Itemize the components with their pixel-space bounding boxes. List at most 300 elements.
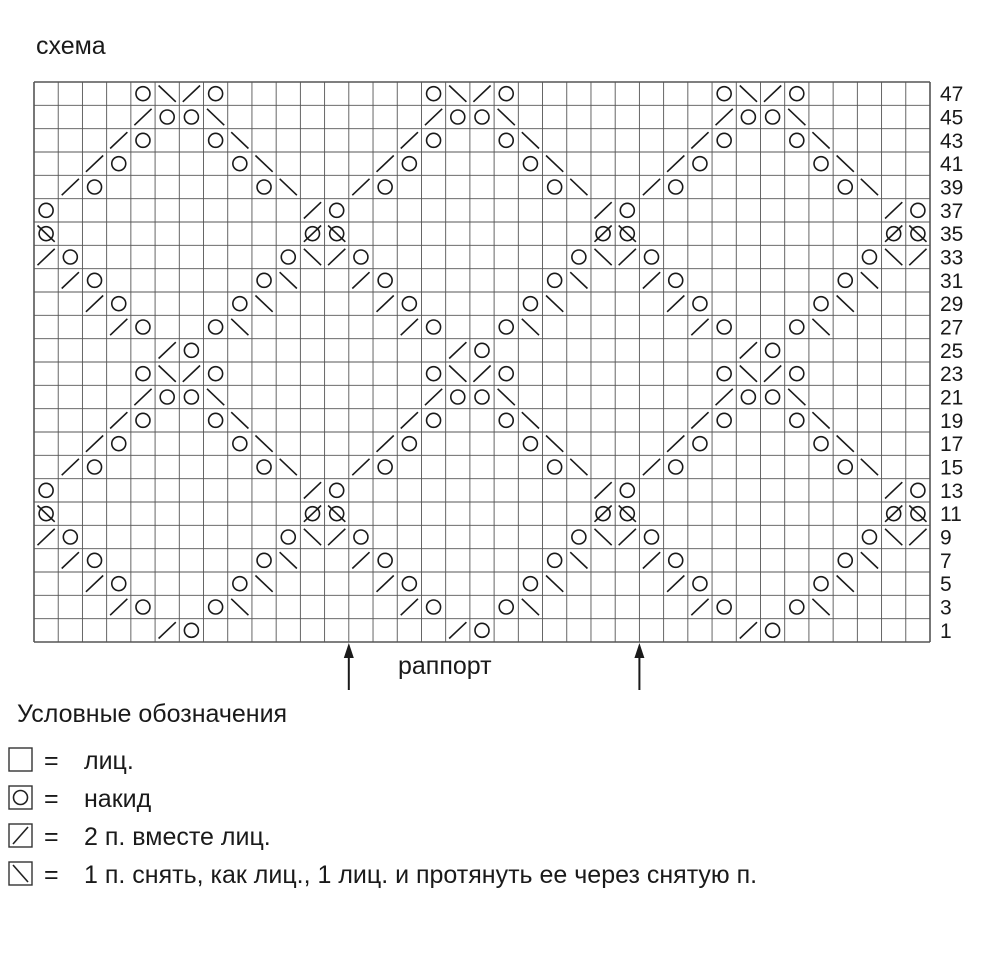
ssk-symbol — [255, 296, 272, 312]
row-number: 17 — [940, 433, 964, 457]
yarn-over-symbol — [790, 133, 804, 147]
yarn-over-symbol — [838, 460, 852, 474]
ssk-symbol — [546, 576, 563, 592]
k2tog-symbol — [304, 506, 321, 522]
row-number: 31 — [940, 269, 964, 293]
slash-icon — [6, 821, 36, 851]
yarn-over-symbol — [838, 180, 852, 194]
ssk-symbol — [449, 366, 466, 382]
row-number: 7 — [940, 549, 952, 573]
ssk-symbol — [522, 599, 539, 615]
yarn-over-symbol — [814, 157, 828, 171]
k2tog-symbol — [691, 599, 708, 615]
yarn-over-symbol — [209, 600, 223, 614]
k2tog-symbol — [377, 436, 394, 452]
yarn-over-symbol — [257, 553, 271, 567]
yarn-over-symbol — [112, 157, 126, 171]
ssk-symbol — [570, 552, 587, 568]
ssk-symbol — [788, 389, 805, 405]
k2tog-symbol — [909, 249, 926, 265]
k2tog-symbol — [62, 179, 79, 195]
yarn-over-symbol — [741, 110, 755, 124]
ssk-symbol — [837, 576, 854, 592]
k2tog-symbol — [764, 366, 781, 382]
legend-item-k2tog — [6, 821, 996, 853]
yarn-over-symbol — [136, 600, 150, 614]
k2tog-symbol — [594, 202, 611, 218]
yarn-over-symbol — [790, 367, 804, 381]
ssk-symbol — [837, 296, 854, 312]
yarn-over-symbol — [451, 390, 465, 404]
yarn-over-symbol — [184, 623, 198, 637]
yarn-over-symbol — [354, 250, 368, 264]
k2tog-symbol — [110, 132, 127, 148]
yarn-over-symbol — [402, 157, 416, 171]
yarn-over-symbol — [184, 110, 198, 124]
legend-label-ssk: 1 п. снять, как лиц., 1 лиц. и протянуть ее через снятую п. — [84, 861, 758, 889]
yarn-over-symbol — [427, 600, 441, 614]
yarn-over-symbol — [717, 413, 731, 427]
ssk-symbol — [159, 86, 176, 102]
yarn-over-symbol — [184, 343, 198, 357]
k2tog-symbol — [159, 342, 176, 358]
yarn-over-symbol — [572, 530, 586, 544]
yarn-over-symbol — [402, 577, 416, 591]
k2tog-symbol — [86, 576, 103, 592]
ssk-symbol — [546, 296, 563, 312]
legend-item-yarn-over — [6, 783, 996, 815]
yarn-over-symbol — [572, 250, 586, 264]
k2tog-symbol — [401, 412, 418, 428]
ssk-symbol — [619, 226, 636, 242]
k2tog-symbol — [594, 226, 611, 242]
empty-square-icon — [6, 745, 36, 775]
rapport-label: раппорт — [398, 652, 492, 680]
yarn-over-symbol — [523, 157, 537, 171]
yarn-over-symbol — [669, 460, 683, 474]
ssk-symbol — [255, 156, 272, 172]
yarn-over-symbol — [354, 530, 368, 544]
row-number: 19 — [940, 409, 964, 433]
yarn-over-symbol — [499, 320, 513, 334]
ssk-symbol — [280, 272, 297, 288]
row-number: 3 — [940, 596, 952, 620]
k2tog-symbol — [667, 296, 684, 312]
ssk-symbol — [280, 179, 297, 195]
yarn-over-symbol — [257, 460, 271, 474]
k2tog-symbol — [885, 202, 902, 218]
k2tog-symbol — [885, 226, 902, 242]
k2tog-symbol — [691, 319, 708, 335]
k2tog-symbol — [643, 179, 660, 195]
ssk-symbol — [280, 459, 297, 475]
k2tog-symbol — [62, 459, 79, 475]
k2tog-symbol — [401, 319, 418, 335]
k2tog-symbol — [328, 249, 345, 265]
yarn-over-symbol — [911, 483, 925, 497]
k2tog-symbol — [183, 366, 200, 382]
ssk-symbol — [594, 529, 611, 545]
yarn-over-symbol — [112, 577, 126, 591]
yarn-over-symbol — [475, 623, 489, 637]
yarn-over-symbol — [184, 390, 198, 404]
legend-item-knit — [6, 745, 996, 777]
yarn-over-symbol — [160, 110, 174, 124]
yarn-over-symbol — [548, 180, 562, 194]
ssk-symbol — [280, 552, 297, 568]
yarn-over-symbol — [862, 530, 876, 544]
yarn-over-symbol — [717, 87, 731, 101]
ssk-symbol — [159, 366, 176, 382]
ssk-symbol — [909, 226, 926, 242]
ssk-symbol — [812, 412, 829, 428]
yarn-over-symbol — [669, 553, 683, 567]
row-number: 45 — [940, 106, 964, 130]
legend-label-k2tog: 2 п. вместе лиц. — [84, 823, 271, 851]
yarn-over-symbol — [499, 133, 513, 147]
yarn-over-symbol — [523, 297, 537, 311]
ssk-symbol — [909, 506, 926, 522]
k2tog-symbol — [885, 482, 902, 498]
yarn-over-symbol — [88, 460, 102, 474]
ssk-symbol — [570, 272, 587, 288]
yarn-over-symbol — [669, 273, 683, 287]
k2tog-symbol — [425, 389, 442, 405]
row-number: 35 — [940, 223, 964, 247]
row-number: 33 — [940, 246, 964, 270]
yarn-over-symbol — [717, 367, 731, 381]
yarn-over-symbol — [378, 553, 392, 567]
yarn-over-symbol — [523, 437, 537, 451]
ssk-symbol — [498, 389, 515, 405]
k2tog-symbol — [667, 156, 684, 172]
yarn-over-symbol — [233, 437, 247, 451]
legend-item-ssk — [6, 859, 996, 891]
yarn-over-symbol — [717, 600, 731, 614]
k2tog-symbol — [38, 249, 55, 265]
row-number: 13 — [940, 479, 964, 503]
k2tog-symbol — [110, 412, 127, 428]
yarn-over-symbol — [427, 87, 441, 101]
yarn-over-symbol — [160, 390, 174, 404]
yarn-over-symbol — [814, 437, 828, 451]
k2tog-symbol — [643, 459, 660, 475]
ssk-symbol — [498, 109, 515, 125]
yarn-over-symbol — [427, 133, 441, 147]
yarn-over-symbol — [136, 320, 150, 334]
yarn-over-symbol — [427, 320, 441, 334]
yarn-over-symbol — [645, 250, 659, 264]
yarn-over-symbol — [88, 553, 102, 567]
ssk-symbol — [207, 109, 224, 125]
yarn-over-symbol — [523, 577, 537, 591]
yarn-over-symbol — [475, 343, 489, 357]
row-number: 47 — [940, 83, 964, 107]
yarn-over-symbol — [402, 297, 416, 311]
row-number: 29 — [940, 293, 964, 317]
legend-equals: = — [44, 823, 59, 851]
legend-label-knit: лиц. — [84, 747, 134, 775]
k2tog-symbol — [352, 552, 369, 568]
yarn-over-symbol — [862, 250, 876, 264]
ssk-symbol — [861, 459, 878, 475]
ssk-symbol — [837, 156, 854, 172]
yarn-over-symbol — [499, 367, 513, 381]
yarn-over-symbol — [427, 413, 441, 427]
yarn-over-symbol — [112, 297, 126, 311]
row-number: 15 — [940, 456, 964, 480]
yarn-over-symbol — [281, 530, 295, 544]
ssk-symbol — [619, 506, 636, 522]
yarn-over-symbol — [693, 297, 707, 311]
yarn-over-symbol — [209, 133, 223, 147]
k2tog-symbol — [740, 342, 757, 358]
yarn-over-symbol — [281, 250, 295, 264]
ssk-symbol — [231, 319, 248, 335]
ssk-symbol — [231, 412, 248, 428]
yarn-over-symbol — [112, 437, 126, 451]
k2tog-symbol — [473, 366, 490, 382]
k2tog-symbol — [62, 272, 79, 288]
ssk-symbol — [885, 249, 902, 265]
row-number: 39 — [940, 176, 964, 200]
circle-icon — [6, 783, 36, 813]
row-number: 37 — [940, 199, 964, 223]
k2tog-symbol — [643, 552, 660, 568]
yarn-over-symbol — [766, 623, 780, 637]
k2tog-symbol — [401, 599, 418, 615]
ssk-symbol — [570, 179, 587, 195]
yarn-over-symbol — [330, 483, 344, 497]
ssk-symbol — [522, 412, 539, 428]
row-number: 21 — [940, 386, 964, 410]
k2tog-symbol — [594, 506, 611, 522]
k2tog-symbol — [619, 249, 636, 265]
row-number: 11 — [940, 503, 962, 527]
yarn-over-symbol — [499, 600, 513, 614]
ssk-symbol — [740, 366, 757, 382]
ssk-symbol — [837, 436, 854, 452]
yarn-over-symbol — [378, 180, 392, 194]
legend-equals: = — [44, 785, 59, 813]
k2tog-symbol — [643, 272, 660, 288]
yarn-over-symbol — [693, 577, 707, 591]
ssk-symbol — [207, 389, 224, 405]
k2tog-symbol — [401, 132, 418, 148]
chart-title: схема — [36, 32, 106, 60]
row-number: 5 — [940, 573, 952, 597]
ssk-symbol — [570, 459, 587, 475]
rapport-arrowhead — [634, 643, 644, 658]
yarn-over-symbol — [620, 483, 634, 497]
ssk-symbol — [594, 249, 611, 265]
yarn-over-symbol — [136, 133, 150, 147]
yarn-over-symbol — [88, 180, 102, 194]
yarn-over-symbol — [378, 273, 392, 287]
ssk-symbol — [328, 226, 345, 242]
yarn-over-symbol — [427, 367, 441, 381]
k2tog-symbol — [352, 272, 369, 288]
k2tog-symbol — [473, 86, 490, 102]
row-number: 43 — [940, 129, 964, 153]
ssk-symbol — [38, 506, 55, 522]
k2tog-symbol — [304, 482, 321, 498]
k2tog-symbol — [667, 436, 684, 452]
k2tog-symbol — [909, 529, 926, 545]
k2tog-symbol — [740, 622, 757, 638]
yarn-over-symbol — [548, 273, 562, 287]
yarn-over-symbol — [136, 87, 150, 101]
ssk-symbol — [449, 86, 466, 102]
ssk-symbol — [231, 599, 248, 615]
legend-equals: = — [44, 861, 59, 889]
yarn-over-symbol — [814, 577, 828, 591]
k2tog-symbol — [716, 389, 733, 405]
k2tog-symbol — [377, 296, 394, 312]
yarn-over-symbol — [717, 133, 731, 147]
yarn-over-symbol — [39, 483, 53, 497]
yarn-over-symbol — [378, 460, 392, 474]
k2tog-symbol — [86, 436, 103, 452]
yarn-over-symbol — [233, 157, 247, 171]
yarn-over-symbol — [63, 250, 77, 264]
yarn-over-symbol — [620, 203, 634, 217]
yarn-over-symbol — [475, 110, 489, 124]
yarn-over-symbol — [39, 203, 53, 217]
yarn-over-symbol — [838, 553, 852, 567]
k2tog-symbol — [86, 296, 103, 312]
ssk-symbol — [546, 156, 563, 172]
ssk-symbol — [38, 226, 55, 242]
k2tog-symbol — [352, 459, 369, 475]
yarn-over-symbol — [790, 87, 804, 101]
ssk-symbol — [861, 179, 878, 195]
ssk-symbol — [304, 249, 321, 265]
yarn-over-symbol — [499, 87, 513, 101]
yarn-over-symbol — [257, 180, 271, 194]
row-number: 27 — [940, 316, 964, 340]
row-number: 23 — [940, 363, 964, 387]
backslash-icon — [6, 859, 36, 889]
yarn-over-symbol — [766, 343, 780, 357]
k2tog-symbol — [691, 132, 708, 148]
ssk-symbol — [861, 272, 878, 288]
k2tog-symbol — [667, 576, 684, 592]
yarn-over-symbol — [669, 180, 683, 194]
yarn-over-symbol — [209, 367, 223, 381]
yarn-over-symbol — [209, 413, 223, 427]
k2tog-symbol — [352, 179, 369, 195]
yarn-over-symbol — [499, 413, 513, 427]
legend-equals: = — [44, 747, 59, 775]
yarn-over-symbol — [136, 413, 150, 427]
yarn-over-symbol — [475, 390, 489, 404]
yarn-over-symbol — [402, 437, 416, 451]
k2tog-symbol — [159, 622, 176, 638]
ssk-symbol — [522, 319, 539, 335]
k2tog-symbol — [449, 622, 466, 638]
legend-label-yarn-over: накид — [84, 785, 152, 813]
yarn-over-symbol — [838, 273, 852, 287]
k2tog-symbol — [764, 86, 781, 102]
yarn-over-symbol — [209, 87, 223, 101]
ssk-symbol — [812, 599, 829, 615]
yarn-over-symbol — [548, 460, 562, 474]
k2tog-symbol — [377, 576, 394, 592]
yarn-over-symbol — [209, 320, 223, 334]
yarn-over-symbol — [233, 297, 247, 311]
k2tog-symbol — [619, 529, 636, 545]
yarn-over-symbol — [645, 530, 659, 544]
k2tog-symbol — [328, 529, 345, 545]
yarn-over-symbol — [330, 203, 344, 217]
k2tog-symbol — [449, 342, 466, 358]
ssk-symbol — [861, 552, 878, 568]
yarn-over-symbol — [741, 390, 755, 404]
k2tog-symbol — [716, 109, 733, 125]
ssk-symbol — [812, 132, 829, 148]
yarn-over-symbol — [233, 577, 247, 591]
yarn-over-symbol — [717, 320, 731, 334]
k2tog-symbol — [86, 156, 103, 172]
yarn-over-symbol — [693, 157, 707, 171]
row-number: 9 — [940, 526, 952, 550]
yarn-over-symbol — [790, 600, 804, 614]
k2tog-symbol — [134, 109, 151, 125]
k2tog-symbol — [38, 529, 55, 545]
k2tog-symbol — [304, 202, 321, 218]
rapport-arrowhead — [344, 643, 354, 658]
k2tog-symbol — [885, 506, 902, 522]
yarn-over-symbol — [257, 273, 271, 287]
yarn-over-symbol — [548, 553, 562, 567]
yarn-over-symbol — [766, 110, 780, 124]
ssk-symbol — [812, 319, 829, 335]
row-number: 41 — [940, 153, 964, 177]
k2tog-symbol — [425, 109, 442, 125]
legend-title: Условные обозначения — [17, 700, 288, 728]
yarn-over-symbol — [136, 367, 150, 381]
yarn-over-symbol — [911, 203, 925, 217]
ssk-symbol — [885, 529, 902, 545]
ssk-symbol — [740, 86, 757, 102]
k2tog-symbol — [62, 552, 79, 568]
row-number: 1 — [940, 619, 952, 643]
ssk-symbol — [546, 436, 563, 452]
ssk-symbol — [788, 109, 805, 125]
k2tog-symbol — [110, 599, 127, 615]
yarn-over-symbol — [766, 390, 780, 404]
yarn-over-symbol — [63, 530, 77, 544]
k2tog-symbol — [594, 482, 611, 498]
k2tog-symbol — [377, 156, 394, 172]
yarn-over-symbol — [693, 437, 707, 451]
k2tog-symbol — [134, 389, 151, 405]
yarn-over-symbol — [814, 297, 828, 311]
ssk-symbol — [231, 132, 248, 148]
ssk-symbol — [522, 132, 539, 148]
yarn-over-symbol — [790, 320, 804, 334]
yarn-over-symbol — [88, 273, 102, 287]
yarn-over-symbol — [451, 110, 465, 124]
k2tog-symbol — [110, 319, 127, 335]
ssk-symbol — [304, 529, 321, 545]
ssk-symbol — [255, 436, 272, 452]
ssk-symbol — [328, 506, 345, 522]
yarn-over-symbol — [790, 413, 804, 427]
k2tog-symbol — [304, 226, 321, 242]
ssk-symbol — [255, 576, 272, 592]
